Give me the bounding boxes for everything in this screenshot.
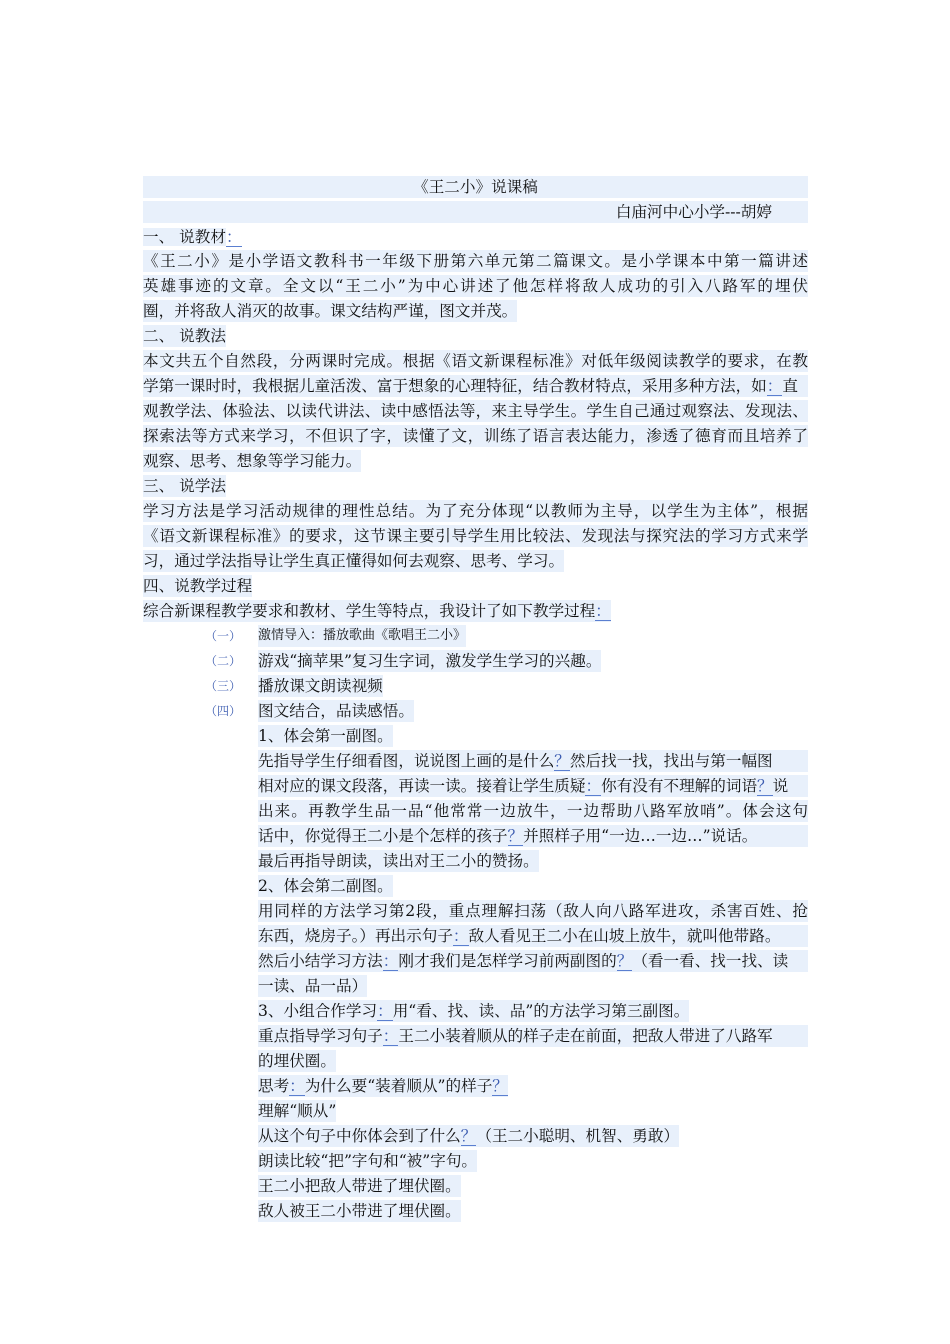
line-text: 说 <box>772 777 789 795</box>
question-mark: ？ <box>492 1077 508 1095</box>
paragraph-line: 《语文新课程标准》的要求，这节课主要引导学生用比较法、发现法与探究法的学习方式来学 <box>143 527 808 545</box>
paragraph-line <box>258 925 808 947</box>
paragraph-line: 圈，并将敌人消灭的故事。课文结构严谨，图文并茂。 <box>143 302 518 320</box>
document-author: 白庙河中心小学---胡婷 <box>143 201 808 223</box>
sub-heading: 2、体会第二副图。 <box>258 877 393 895</box>
paragraph-line: 最后再指导朗读，读出对王二小的赞扬。 <box>258 852 539 870</box>
colon-mark: ： <box>289 1077 305 1095</box>
line-text: 刚才我们是怎样学习前两副图的 <box>398 952 617 970</box>
line-text: 敌人看见王二小在山坡上放牛，就叫他带路。 <box>468 927 781 945</box>
step-number: （四） <box>205 704 242 718</box>
line-text: 从这个句子中你体会到了什么 <box>258 1127 461 1145</box>
line-text: 话中，你觉得王二小是个怎样的孩子 <box>258 827 508 845</box>
colon-mark: ： <box>766 377 783 395</box>
paragraph-line: 《王二小》是小学语文教科书一年级下册第六单元第二篇课文。是小学课本中第一篇讲述 <box>143 252 808 270</box>
paragraph-line <box>258 750 808 772</box>
step-number: （二） <box>205 654 242 668</box>
step-number: （三） <box>205 679 242 693</box>
line-text: 3、小组合作学习 <box>258 1002 378 1020</box>
line-text: 相对应的课文段落，再读一读。接着让学生质疑 <box>258 777 586 795</box>
line-text: 先指导学生仔细看图，说说图上画的是什么 <box>258 752 555 770</box>
paragraph-line: 本文共五个自然段，分两课时完成。根据《语文新课程标准》对低年级阅读教学的要求，在教 <box>143 352 808 370</box>
step-number: （一） <box>205 629 242 643</box>
colon-mark: ： <box>585 777 602 795</box>
line-text: 重点指导学习句子 <box>258 1027 383 1045</box>
paragraph-line <box>143 375 808 397</box>
colon-mark: ： <box>452 927 469 945</box>
paragraph-line <box>258 775 808 797</box>
line-text: 王二小装着顺从的样子走在前面，把敌人带进了八路军 <box>398 1027 773 1045</box>
paragraph-line: 一读、品一品） <box>258 977 368 995</box>
question-mark: ？ <box>616 952 633 970</box>
paragraph-line <box>258 1025 808 1047</box>
document-title: 《王二小》说课稿 <box>143 176 808 198</box>
step-text: 图文结合，品读感悟。 <box>258 702 414 720</box>
line-text: （看一看、找一找、读 <box>632 952 789 970</box>
line-text: 为什么要“装着顺从”的样子 <box>304 1077 493 1095</box>
question-mark: ？ <box>460 1127 477 1145</box>
step-text: 激情导入：播放歌曲《歌唱王二小》 <box>258 625 466 647</box>
paragraph-line <box>258 1125 679 1147</box>
colon-mark: ： <box>225 228 242 246</box>
paragraph-line: 英雄事迹的文章。全文以“王二小”为中心讲述了他怎样将敌人成功的引入八路军的埋伏 <box>143 277 808 295</box>
line-text: 直 <box>782 377 798 395</box>
paragraph-line: 观教学法、体验法、以读代讲法、读中感悟法等，来主导学生。学生自己通过观察法、发现法、 <box>143 402 808 420</box>
paragraph-line: 王二小把敌人带进了埋伏圈。 <box>258 1177 461 1195</box>
step-text: 播放课文朗读视频 <box>258 677 383 695</box>
line-text: 东西，烧房子。）再出示句子 <box>258 927 453 945</box>
section-3-heading: 三、 说学法 <box>143 477 226 495</box>
line-text: 你有没有不理解的词语 <box>601 777 758 795</box>
line-text: 然后找一找，找出与第一幅图 <box>569 752 773 770</box>
question-mark: ？ <box>507 827 524 845</box>
paragraph-line: 学习方法是学习活动规律的理性总结。为了充分体现“以教师为主导，以学生为主体”，根据 <box>143 502 808 520</box>
line-text: 并照样子用“一边…一边…”说话。 <box>523 827 758 845</box>
paragraph-line: 用同样的方法学习第2段，重点理解扫荡（敌人向八路军进攻，杀害百姓、抢 <box>258 902 808 920</box>
line-text: 然后小结学习方法 <box>258 952 383 970</box>
paragraph-line: 理解“顺从” <box>258 1102 337 1120</box>
paragraph-line: 敌人被王二小带进了埋伏圈。 <box>258 1202 461 1220</box>
section-1-heading <box>143 226 242 248</box>
paragraph-line: 观察、思考、想象等学习能力。 <box>143 452 362 470</box>
sub-heading: 1、体会第一副图。 <box>258 727 393 745</box>
line-text: （王二小聪明、机智、勇敢） <box>476 1127 680 1145</box>
question-mark: ？ <box>554 752 570 770</box>
line-text: 综合新课程教学要求和教材、学生等特点，我设计了如下教学过程 <box>143 602 596 620</box>
step-text: 游戏“摘苹果”复习生字词，激发学生学习的兴趣。 <box>258 652 602 670</box>
line-text: 用“看、找、读、品”的方法学习第三副图。 <box>392 1002 690 1020</box>
paragraph-line: 探索法等方式来学习，不但识了字，读懂了文，训练了语言表达能力，渗透了德育而且培养了 <box>143 427 808 445</box>
section-heading-text: 一、 说教材 <box>143 228 226 246</box>
colon-mark: ： <box>382 1027 399 1045</box>
colon-mark: ： <box>377 1002 393 1020</box>
question-mark: ？ <box>757 777 773 795</box>
section-4-intro <box>143 600 611 622</box>
section-4-heading: 四、说教学过程 <box>143 577 253 595</box>
line-text: 学第一课时时，我根据儿童活泼、富于想象的心理特征，结合教材特点，采用多种方法，如 <box>143 377 767 395</box>
colon-mark: ： <box>595 602 611 620</box>
paragraph-line: 的埋伏圈。 <box>258 1052 336 1070</box>
paragraph-line: 朗读比较“把”字句和“被”字句。 <box>258 1152 478 1170</box>
colon-mark: ： <box>382 952 399 970</box>
line-text: 思考 <box>258 1077 290 1095</box>
section-2-heading: 二、 说教法 <box>143 327 226 345</box>
paragraph-line <box>258 1075 508 1097</box>
paragraph-line <box>258 950 808 972</box>
paragraph-line: 出来。再教学生品一品“他常常一边放牛，一边帮助八路军放哨”。体会这句 <box>258 802 808 820</box>
paragraph-line: 习，通过学法指导让学生真正懂得如何去观察、思考、学习。 <box>143 552 565 570</box>
paragraph-line <box>258 825 808 847</box>
sub-heading <box>258 1000 689 1022</box>
